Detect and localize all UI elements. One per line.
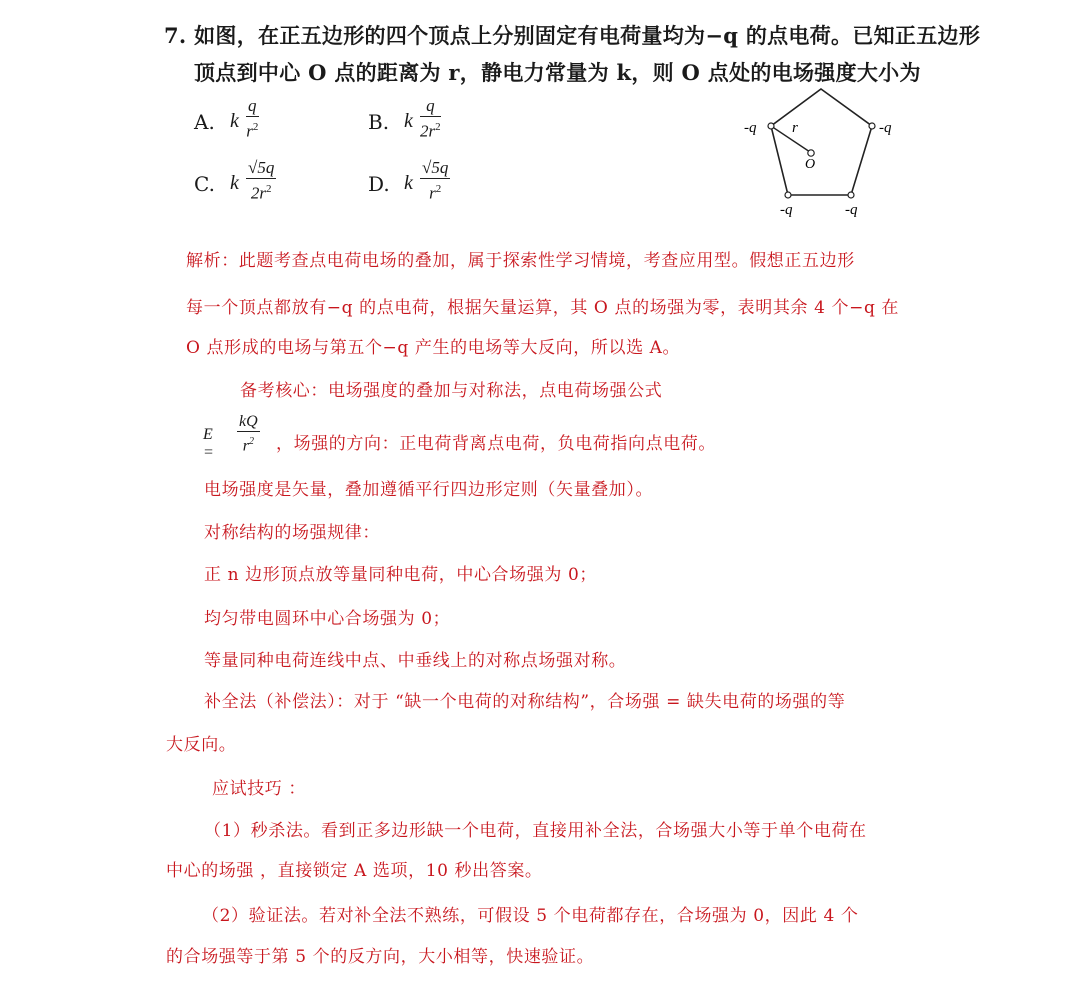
core-heading: 备考核心：电场强度的叠加与对称法，点电荷场强公式 <box>240 381 663 401</box>
radius-label: r <box>792 120 798 136</box>
charge-dot <box>869 123 875 129</box>
formula-lhs: E = <box>203 426 214 461</box>
option-numerator: √5q <box>422 158 449 177</box>
option-numerator: q <box>248 96 257 115</box>
option-letter: A. <box>194 110 215 134</box>
tip-1-line-1: （1）秒杀法。看到正多边形缺一个电荷，直接用补全法，合场强大小等于单个电荷在 <box>204 821 867 841</box>
option-coefficient: k <box>230 172 239 194</box>
option-numerator: q <box>420 96 441 117</box>
option-fraction <box>246 158 276 204</box>
charge-label: -q <box>744 120 757 136</box>
option-letter: D. <box>368 172 390 196</box>
tips-title: 应试技巧 ： <box>212 779 307 799</box>
option-denominator: $r^2$ <box>246 121 259 141</box>
charge-label: -q <box>845 202 858 218</box>
formula-fraction <box>237 412 260 455</box>
option-letter: C. <box>194 172 215 196</box>
center-point <box>808 150 814 156</box>
symmetry-rule-3: 等量同种电荷连线中点、中垂线上的对称点场强对称。 <box>204 651 627 671</box>
symmetry-rule-2: 均匀带电圆环中心合场强为 0； <box>204 609 451 629</box>
option-denominator: $2r^2$ <box>420 121 441 141</box>
center-label: O <box>805 157 816 172</box>
option-numerator: √5q <box>248 158 275 177</box>
charge-dot <box>848 192 854 198</box>
option-denominator: $r^2$ <box>429 183 442 203</box>
analysis-line-2: 每一个顶点都放有−q 的点电荷，根据矢量运算，其 O 点的场强为零，表明其余 4 个−q 在 <box>186 298 900 318</box>
tip-2-line-2: 的合场强等于第 5 个的反方向，大小相等，快速验证。 <box>166 947 595 967</box>
option-fraction <box>246 96 259 142</box>
formula-description: ，场强的方向：正电荷背离点电荷，负电荷指向点电荷。 <box>276 434 716 454</box>
option-fraction <box>420 158 450 204</box>
vector-rule: 电场强度是矢量，叠加遵循平行四边形定则（矢量叠加）。 <box>204 480 654 500</box>
completion-line-1: 补全法（补偿法）：对于 “缺一个电荷的对称结构”，合场强 = 缺失电荷的场强的等 <box>204 692 846 712</box>
completion-line-2: 大反向。 <box>166 735 237 755</box>
option-coefficient: k <box>404 172 413 194</box>
pentagon-outline <box>771 89 872 195</box>
question-line-1: 7. 如图，在正五边形的四个顶点上分别固定有电荷量均为−q 的点电荷。已知正五边形 <box>164 23 981 48</box>
option-denominator: $2r^2$ <box>250 183 272 203</box>
option-coefficient: k <box>230 110 239 132</box>
tip-2-line-1: （2）验证法。若对补全法不熟练，可假设 5 个电荷都存在，合场强为 0，因此 4 个 <box>202 906 859 926</box>
charge-label: -q <box>879 120 892 136</box>
charge-dot <box>768 123 774 129</box>
charge-label: -q <box>780 202 793 218</box>
pentagon-figure <box>740 82 910 222</box>
option-letter: B. <box>368 110 390 134</box>
formula-numerator: kQ <box>239 413 258 430</box>
symmetry-title: 对称结构的场强规律： <box>204 523 380 543</box>
tip-1-line-2: 中心的场强 ，直接锁定 A 选项，10 秒出答案。 <box>166 861 543 881</box>
symmetry-rule-1: 正 n 边形顶点放等量同种电荷，中心合场强为 0； <box>204 565 597 585</box>
question-line-2: 顶点到中心 O 点的距离为 r，静电力常量为 k，则 O 点处的电场强度大小为 <box>194 60 921 85</box>
formula-denominator: $r^2$ <box>242 436 254 455</box>
option-fraction <box>420 96 441 142</box>
charge-dot <box>785 192 791 198</box>
analysis-line-1: 解析：此题考查点电荷电场的叠加，属于探索性学习情境，考查应用型。假想正五边形 <box>186 251 855 271</box>
option-coefficient: k <box>404 110 413 132</box>
analysis-line-3: O 点形成的电场与第五个−q 产生的电场等大反向，所以选 A。 <box>186 338 681 358</box>
